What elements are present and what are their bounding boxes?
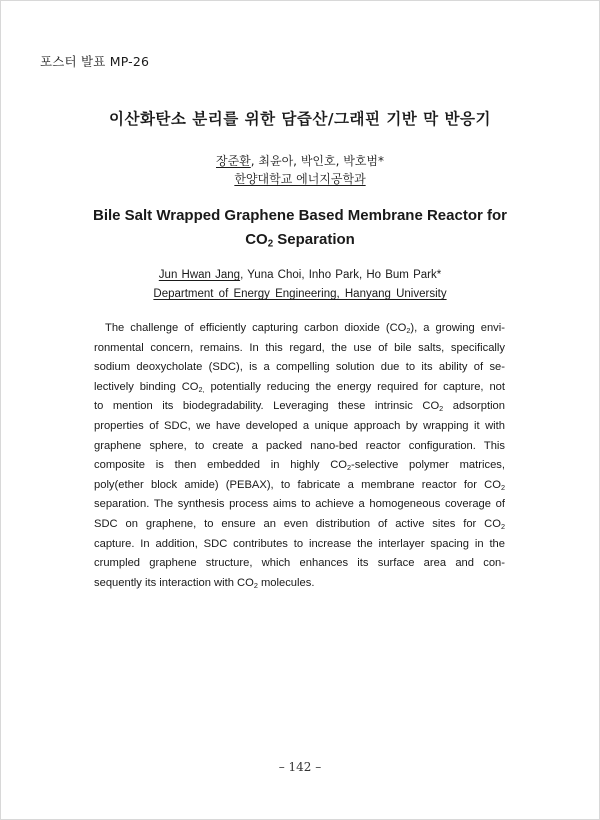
- abstract-line: [94, 437, 505, 457]
- subscript: 2: [406, 325, 411, 335]
- abstract-text: crumpled graphene structure, which enhances its surface area and con-: [94, 557, 505, 570]
- korean-affiliation: [0, 170, 600, 187]
- english-presenter: Jun Hwan Jang: [158, 269, 241, 281]
- abstract-line: [94, 574, 505, 594]
- abstract-text: sequently its interaction with CO: [94, 576, 254, 589]
- page-number: – 142 –: [278, 760, 322, 774]
- abstract-line: [94, 378, 505, 398]
- abstract-body: [94, 319, 505, 593]
- abstract-text: sodium deoxycholate (SDC), is a compelling solution due to its ability of se-: [94, 361, 505, 374]
- abstract-line: [94, 554, 505, 574]
- abstract-text: separation. The synthesis process aims to achieve a homogeneous coverage of: [94, 498, 505, 511]
- english-title-subscript: 2: [267, 238, 274, 250]
- abstract-line: [94, 358, 505, 378]
- abstract-text: capture. In addition, SDC contributes to increase the interlayer spacing in the: [94, 537, 505, 550]
- subscript: 2,: [198, 384, 205, 394]
- english-title-line1: Bile Salt Wrapped Graphene Based Membrane Reactor for: [92, 207, 507, 224]
- korean-authors: [0, 152, 600, 169]
- abstract-text: to mention its biodegradability. Leveraging these intrinsic CO: [94, 400, 440, 413]
- abstract-text: graphene sphere, to create a packed nano-bed reactor configuration. This: [94, 439, 505, 452]
- abstract-line: [94, 495, 505, 515]
- english-title-line2: [0, 228, 600, 252]
- abstract-text: poly(ether block amide) (PEBAX), to fabricate a membrane reactor for CO: [94, 478, 501, 491]
- abstract-text: potentially reducing the energy required for capture, not: [204, 380, 505, 393]
- english-authors: [0, 269, 600, 281]
- abstract-line: [94, 456, 505, 476]
- abstract-line: [94, 515, 505, 535]
- english-title: [0, 204, 600, 252]
- abstract-line: [94, 535, 505, 555]
- abstract-line: [94, 397, 505, 417]
- session-label: 포스터 발표 MP-26: [40, 54, 150, 69]
- abstract-line: [94, 476, 505, 496]
- abstract-text: The challenge of efficiently capturing carbon dioxide (CO: [105, 322, 407, 334]
- abstract-text: -selective polymer matrices,: [351, 459, 505, 472]
- korean-affiliation-text: 한양대학교 에너지공학과: [234, 172, 366, 186]
- english-coauthors: , Yuna Choi, Inho Park, Ho Bum Park*: [240, 269, 442, 281]
- subscript: 2: [253, 580, 258, 590]
- abstract-text: lectively binding CO: [94, 380, 199, 393]
- korean-title: 이산화탄소 분리를 위한 담즙산/그래핀 기반 막 반응기: [109, 110, 491, 128]
- abstract-text: SDC on graphene, to ensure an even distribution of active sites for CO: [94, 517, 501, 530]
- korean-presenter: 장준환: [216, 154, 251, 168]
- abstract-text: composite is then embedded in highly CO: [94, 459, 347, 472]
- abstract-text: adsorption: [443, 400, 506, 413]
- abstract-line: [94, 339, 505, 359]
- abstract-line: [94, 417, 505, 437]
- abstract-text: molecules.: [257, 576, 315, 589]
- english-title-co: CO: [245, 231, 268, 248]
- korean-coauthors: , 최윤아, 박인호, 박호범*: [250, 154, 384, 168]
- english-affiliation-text: Department of Energy Engineering, Hanyang University: [153, 288, 447, 300]
- subscript: 2: [439, 404, 444, 414]
- english-title-separation: Separation: [273, 231, 355, 248]
- subscript: 2: [347, 462, 352, 472]
- abstract-text: ronmental concern, remains. In this regard, the use of bile salts, specifically: [94, 341, 505, 354]
- abstract-text: properties of SDC, we have developed a unique approach by wrapping it with: [94, 419, 505, 432]
- subscript: 2: [500, 482, 505, 492]
- subscript: 2: [500, 521, 505, 531]
- abstract-line: [94, 319, 505, 339]
- english-affiliation: [0, 288, 600, 300]
- abstract-text: ), a growing envi-: [410, 322, 505, 334]
